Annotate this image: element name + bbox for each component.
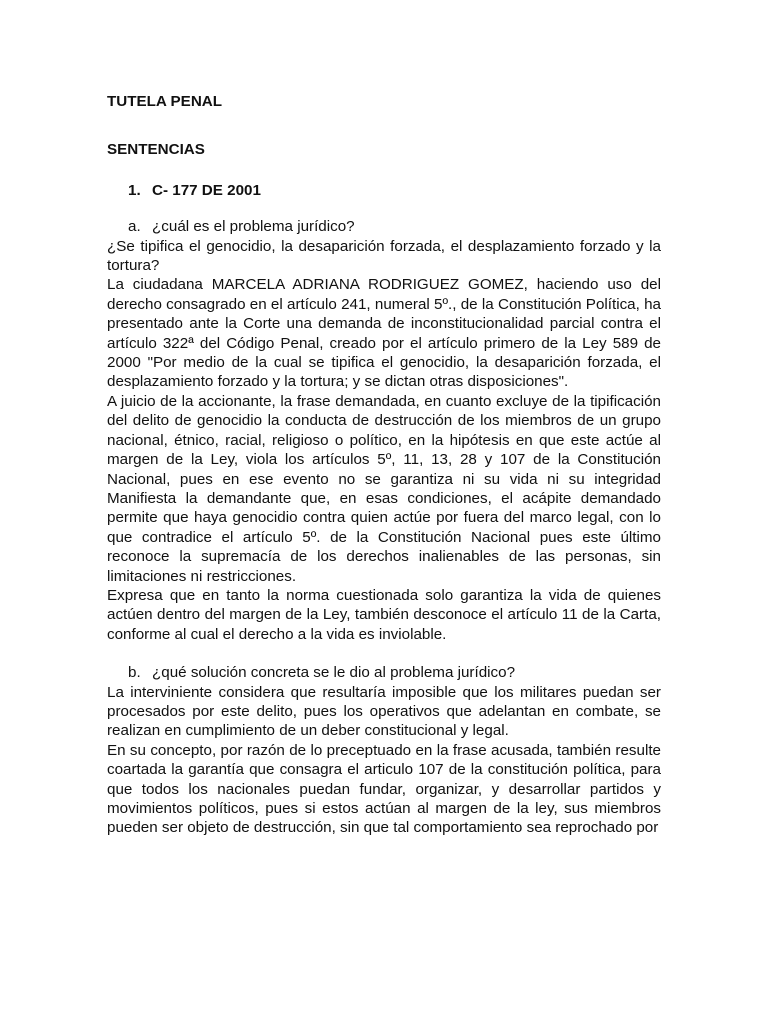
question-b-letter: b. (128, 664, 141, 682)
question-a-letter: a. (128, 218, 141, 236)
paragraph-3: Expresa que en tanto la norma cuestionada solo garantiza la vida de quienes actúen dentro del margen de la Ley, también desconoce el artículo 11 de la Carta, conforme al cual el derecho a la vida es inviolable. (107, 586, 661, 643)
case-label: C- 177 DE 2001 (152, 181, 261, 199)
document-title: TUTELA PENAL (107, 93, 223, 110)
question-a (107, 217, 661, 236)
section-heading: SENTENCIAS (107, 141, 205, 159)
paragraph-5: En su concepto, por razón de lo preceptuado en la frase acusada, también resulte coartada la garantía que consagra el articulo 107 de la constitución política, para que todos los nacionales puedan fundar, organizar, y desarrollar partidos y movimientos políticos, pues si estos actúan al margen de la ley, sus miembros pueden ser objeto de destrucción, sin que tal comportamiento sea reprochado por (107, 741, 661, 837)
paragraph-2: A juicio de la accionante, la frase demandada, en cuanto excluye de la tipificación del delito de genocidio la conducta de destrucción de los miembros de un grupo nacional, étnico, racial, religioso o político, en la hipótesis en que este actúe al margen de la Ley, viola los artículos 5º, 11, 13, 28 y 107 de la Constitución Nacional, pues en ese evento no se garantiza ni su vida ni su integridad Manifiesta la demandante que, en esas condiciones, el acápite demandado permite que haya genocidio contra quien actúe por fuera del marco legal, con lo que contradice el artículo 5º. de la Constitución Nacional pues este último reconoce la supremacía de los derechos inalienables de las personas, sin limitaciones ni restricciones. (107, 392, 661, 585)
case-heading (107, 181, 661, 200)
document-page (107, 92, 661, 838)
answer-a: ¿Se tipifica el genocidio, la desaparición forzada, el desplazamiento forzado y la tortura? (107, 237, 661, 275)
case-number: 1. (128, 181, 141, 199)
question-b-text: ¿qué solución concreta se le dio al problema jurídico? (152, 664, 516, 682)
paragraph-4: La interviniente considera que resultaría imposible que los militares puedan ser procesados por este delito, pues los operativos que adelantan en combate, se realizan en cumplimiento de un deber constitucional y legal. (107, 683, 661, 740)
question-a-text: ¿cuál es el problema jurídico? (152, 218, 355, 236)
paragraph-1: La ciudadana MARCELA ADRIANA RODRIGUEZ GOMEZ, haciendo uso del derecho consagrado en el artículo 241, numeral 5º., de la Constitución Política, ha presentado ante la Corte una demanda de inconstitucionalidad parcial contra el artículo 322ª del Código Penal, creado por el artículo primero de la Ley 589 de 2000 "Por medio de la cual se tipifica el genocidio, la desaparición forzada, el desplazamiento forzado y la tortura; y se dictan otras disposiciones". (107, 276, 661, 391)
question-b (107, 663, 661, 682)
